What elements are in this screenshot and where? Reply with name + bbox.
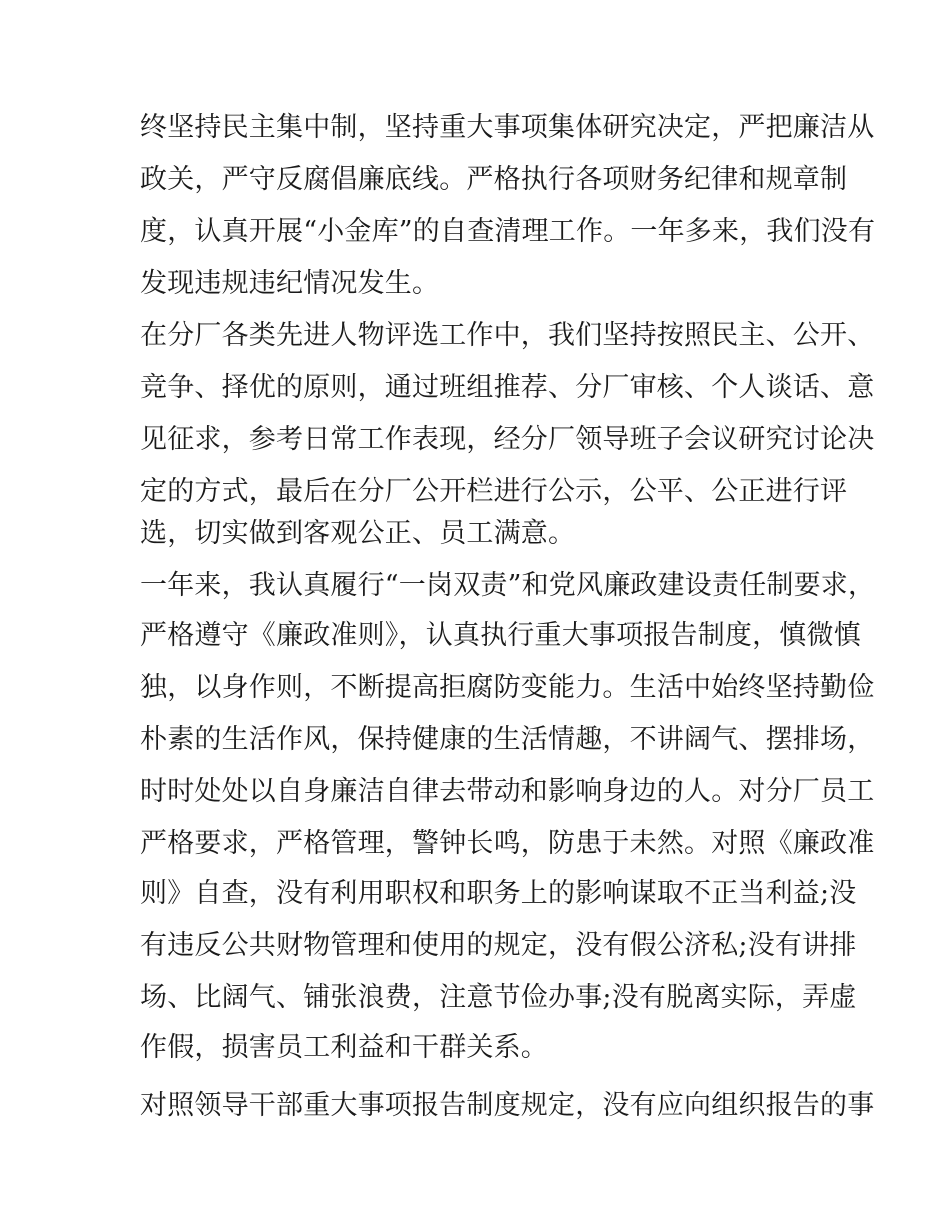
text-line: 选，切实做到客观公正、员工满意。 bbox=[140, 518, 576, 549]
text-line: 在分厂各类先进人物评选工作中，我们坚持按照民主、公开、 bbox=[140, 320, 875, 351]
text-line: 朴素的生活作风，保持健康的生活情趣，不讲阔气、摆排场， bbox=[140, 724, 875, 755]
text-line: 对照领导干部重大事项报告制度规定，没有应向组织报告的事 bbox=[140, 1090, 875, 1121]
text-line: 时时处处以自身廉洁自律去带动和影响身边的人。对分厂员工 bbox=[140, 776, 875, 807]
text-line: 场、比阔气、铺张浪费，注意节俭办事;没有脱离实际，弄虚 bbox=[140, 982, 857, 1013]
text-line: 政关，严守反腐倡廉底线。严格执行各项财务纪律和规章制 bbox=[140, 164, 848, 195]
text-line: 则》自查，没有利用职权和职务上的影响谋取不正当利益;没 bbox=[140, 878, 857, 909]
text-line: 独，以身作则，不断提高拒腐防变能力。生活中始终坚持勤俭 bbox=[140, 672, 875, 703]
text-line: 终坚持民主集中制，坚持重大事项集体研究决定，严把廉洁从 bbox=[140, 112, 875, 143]
text-line: 一年来，我认真履行“一岗双责”和党风廉政建设责任制要求， bbox=[140, 570, 876, 601]
text-line: 竞争、择优的原则，通过班组推荐、分厂审核、个人谈话、意 bbox=[140, 372, 875, 403]
text-line: 作假，损害员工利益和干群关系。 bbox=[140, 1032, 548, 1063]
text-line: 严格要求，严格管理，警钟长鸣，防患于未然。对照《廉政准 bbox=[140, 828, 875, 859]
text-line: 严格遵守《廉政准则》，认真执行重大事项报告制度，慎微慎 bbox=[140, 620, 861, 651]
text-line: 有违反公共财物管理和使用的规定，没有假公济私;没有讲排 bbox=[140, 930, 857, 961]
text-line: 发现违规违纪情况发生。 bbox=[140, 268, 440, 299]
text-line: 度，认真开展“小金库”的自查清理工作。一年多来，我们没有 bbox=[140, 216, 876, 247]
text-line: 见征求，参考日常工作表现，经分厂领导班子会议研究讨论决 bbox=[140, 424, 875, 455]
text-line: 定的方式，最后在分厂公开栏进行公示，公平、公正进行评 bbox=[140, 476, 848, 507]
